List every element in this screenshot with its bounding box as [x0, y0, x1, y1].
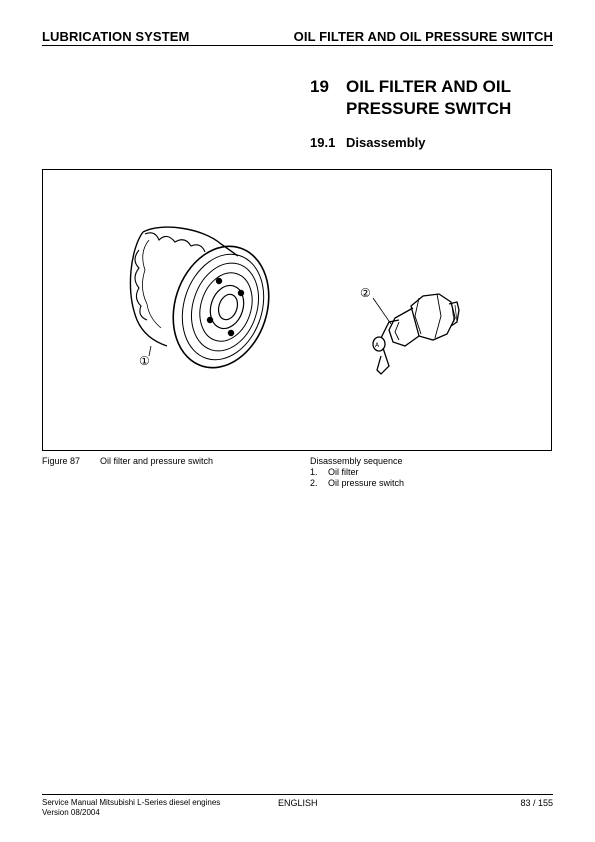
oil-filter-drawing [130, 227, 283, 380]
footer-manual-title: Service Manual Mitsubishi L-Series diesel engines [42, 798, 221, 807]
list-item-number: 1. [310, 467, 318, 477]
figure-caption-text: Oil filter and pressure switch [100, 456, 214, 466]
svg-text:A: A [375, 342, 380, 349]
callout-2: ② [360, 286, 371, 300]
footer-left [42, 798, 220, 818]
running-header-left: LUBRICATION SYSTEM [42, 29, 190, 44]
callout-1: ① [139, 354, 150, 368]
disassembly-sequence [310, 456, 404, 489]
section-title: Disassembly [346, 135, 426, 150]
footer-version: Version 08/2004 [42, 808, 100, 817]
section-heading [310, 135, 426, 150]
figure-illustration [43, 170, 551, 450]
oil-pressure-switch-drawing [373, 294, 459, 374]
running-header-right: OIL FILTER AND OIL PRESSURE SWITCH [293, 29, 553, 44]
list-item-text: Oil filter [328, 467, 359, 477]
chapter-title: OIL FILTER AND OIL PRESSURE SWITCH [346, 77, 512, 118]
list-item-number: 2. [310, 478, 318, 488]
chapter-number: 19 [310, 77, 329, 96]
figure-caption-label: Figure 87 [42, 456, 81, 466]
list-item-text: Oil pressure switch [328, 478, 405, 488]
figure-caption [42, 456, 213, 466]
footer-divider [42, 794, 553, 795]
list-item [310, 467, 404, 478]
sequence-title: Disassembly sequence [310, 456, 403, 466]
page-number: 83 / 155 [520, 798, 553, 808]
figure-frame [42, 169, 552, 451]
list-item [310, 478, 404, 489]
section-number: 19.1 [310, 135, 336, 150]
header-divider [42, 45, 553, 46]
footer-language: ENGLISH [278, 798, 318, 808]
